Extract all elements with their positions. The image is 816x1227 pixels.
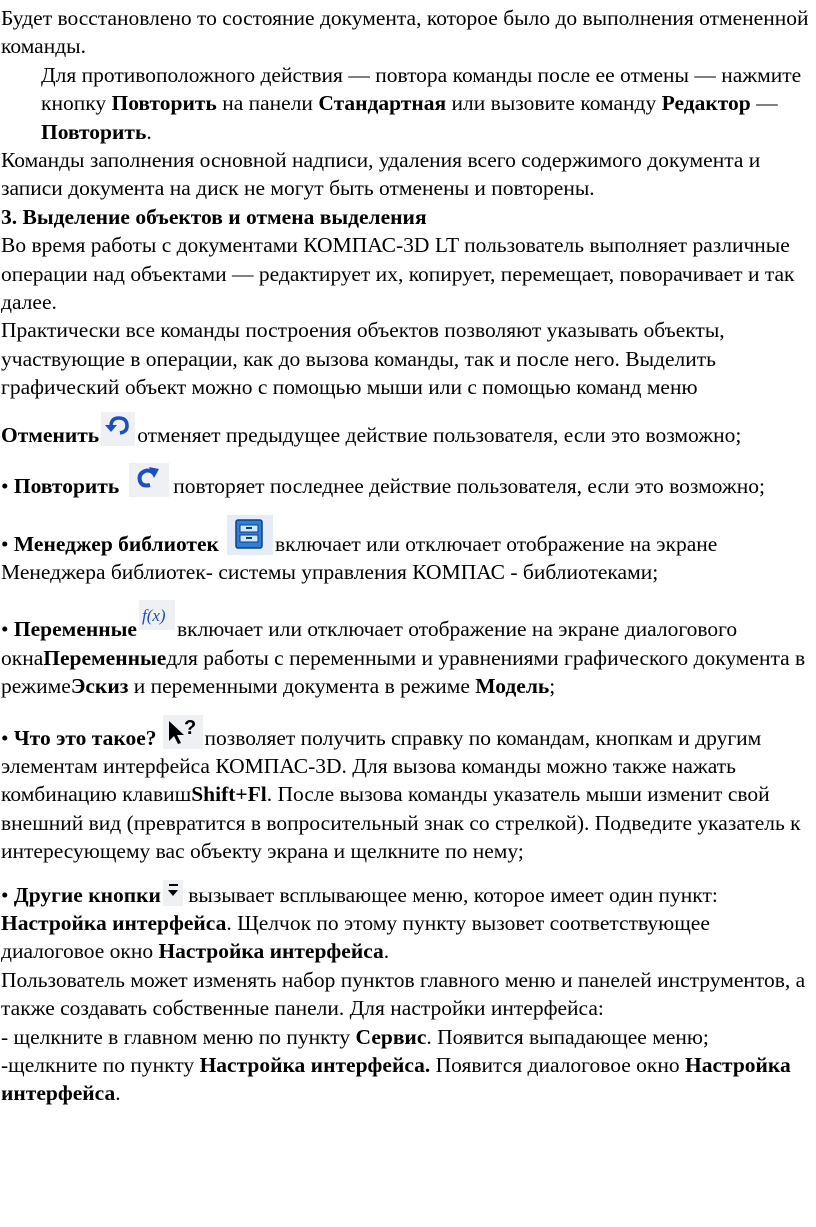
bold-term: Настройка интерфейса: [1, 1053, 791, 1106]
bold-term: Настройка интерфейса: [1, 910, 227, 935]
text: или вызовите команду: [446, 91, 662, 116]
list-item-more-buttons: [1, 880, 813, 966]
heading-text: 3. Выделение объектов и отмена выделения: [1, 204, 427, 229]
text: Для противоположного действия — повтора команды после ее отмены — нажмите кнопку: [41, 62, 802, 116]
list-item-whats-this: [1, 715, 813, 866]
bold-term: Что это такое?: [13, 725, 157, 750]
bold-term: Другие кнопки: [13, 882, 161, 907]
paragraph-commands-note: Команды заполнения основной надписи, удаления всего содержимого документа и записи документа на диск не могут быть отменены и повторены.: [1, 148, 761, 201]
paragraph-redo-hint: [1, 61, 813, 146]
bold-term: Менеджер библиотек: [13, 531, 219, 556]
bold-term: Отменить: [1, 422, 100, 447]
bullet: •: [1, 725, 14, 750]
more-buttons-icon: [163, 880, 183, 906]
bold-term: Эскиз: [70, 674, 129, 699]
text: .: [115, 1081, 121, 1106]
text: и переменными документа в режиме: [128, 674, 476, 699]
whats-this-icon: [163, 715, 203, 749]
bold-term: Переменные: [43, 645, 167, 670]
text: вызывает всплывающее меню, которое имеет один пункт:: [182, 882, 718, 907]
bold-term: Сервис: [355, 1024, 427, 1049]
bold-term: Повторить: [111, 91, 217, 116]
bold-term: Редактор: [661, 91, 751, 116]
step-1: [1, 1023, 813, 1051]
paragraph-customize: Пользователь может изменять набор пунктов главного меню и панелей инструментов, а также создавать собственные панели. Для настройки интерфейса:: [1, 967, 806, 1021]
bold-term: Переменные: [13, 617, 137, 642]
text: —: [750, 91, 778, 116]
paragraph-operations: Во время работы с документами КОМПАС-3D LT пользователь выполняет различные операции над объектами — редактирует их, копирует, перемещает, поворачивает и так далее.: [1, 233, 795, 315]
bold-term: Модель: [475, 674, 550, 699]
undo-icon: [101, 412, 135, 446]
svg-text:f(x): f(x): [141, 606, 166, 626]
list-item-undo: [1, 412, 813, 449]
text: - щелкните в главном меню по пункту: [1, 1024, 356, 1049]
text: на панели: [216, 91, 319, 116]
bullet: •: [1, 882, 14, 907]
paragraph-selection: Практически все команды построения объектов позволяют указывать объекты, участвующие в операции, как до вызова команды, так и после него. Выделить графический объект можно с помощью мыши или с помощью команд меню: [1, 318, 725, 400]
bullet: •: [1, 474, 14, 499]
list-item-library-manager: [1, 515, 813, 587]
bullet: •: [1, 531, 14, 556]
text: включает или отключает отображение на экране Менеджера библиотек- системы управления КОМПАС - библиотеками;: [1, 531, 718, 584]
text: ;: [549, 674, 556, 699]
section-heading: [1, 203, 813, 231]
bold-term: Shift+Fl: [191, 782, 267, 807]
text: . Появится выпадающее меню;: [426, 1024, 709, 1049]
list-item-redo: [1, 463, 813, 500]
bold-term: Стандартная: [318, 91, 447, 116]
text: позволяет получить справку по командам, кнопкам и другим элементам интерфейса КОМПАС-3D. Для вызова команды можно также нажать комбинацию клавиш: [1, 725, 762, 807]
text: включает или отключает отображение на экране диалогового окна: [1, 617, 738, 670]
variables-icon: [139, 600, 175, 630]
bold-term: Настройка интерфейса: [158, 939, 384, 964]
text: для работы с переменными и уравнениями графического документа в режиме: [1, 645, 806, 699]
text: . Щелчок по этому пункту вызовет соответствующее диалоговое окно: [1, 910, 710, 964]
text: Появится диалоговое окно: [430, 1053, 685, 1077]
paragraph-restore: Будет восстановлено то состояние документа, которое было до выполнения отмененной команды.: [1, 6, 809, 59]
bold-term: Настройка интерфейса.: [199, 1053, 431, 1077]
bullet: •: [1, 617, 14, 642]
redo-icon: [129, 463, 169, 497]
svg-text:?: ?: [183, 716, 196, 739]
text: -щелкните по пункту: [1, 1053, 200, 1077]
text: .: [383, 939, 390, 964]
text: .: [146, 119, 152, 144]
bold-term: Повторить: [13, 474, 120, 499]
text: повторяет последнее действие пользователя, если это возможно;: [173, 474, 765, 499]
step-2: [1, 1051, 813, 1108]
text: . После вызова команды указатель мыши изменит свой внешний вид (превратится в вопросительный знак со стрелкой). Подведите указатель к интересующему вас объекту экрана и щелкните по нему;: [1, 782, 801, 864]
list-item-variables: [1, 600, 813, 700]
bold-term: Повторить: [41, 119, 147, 144]
text: отменяет предыдущее действие пользователя, если это возможно;: [137, 422, 742, 447]
library-manager-icon: [227, 515, 273, 555]
